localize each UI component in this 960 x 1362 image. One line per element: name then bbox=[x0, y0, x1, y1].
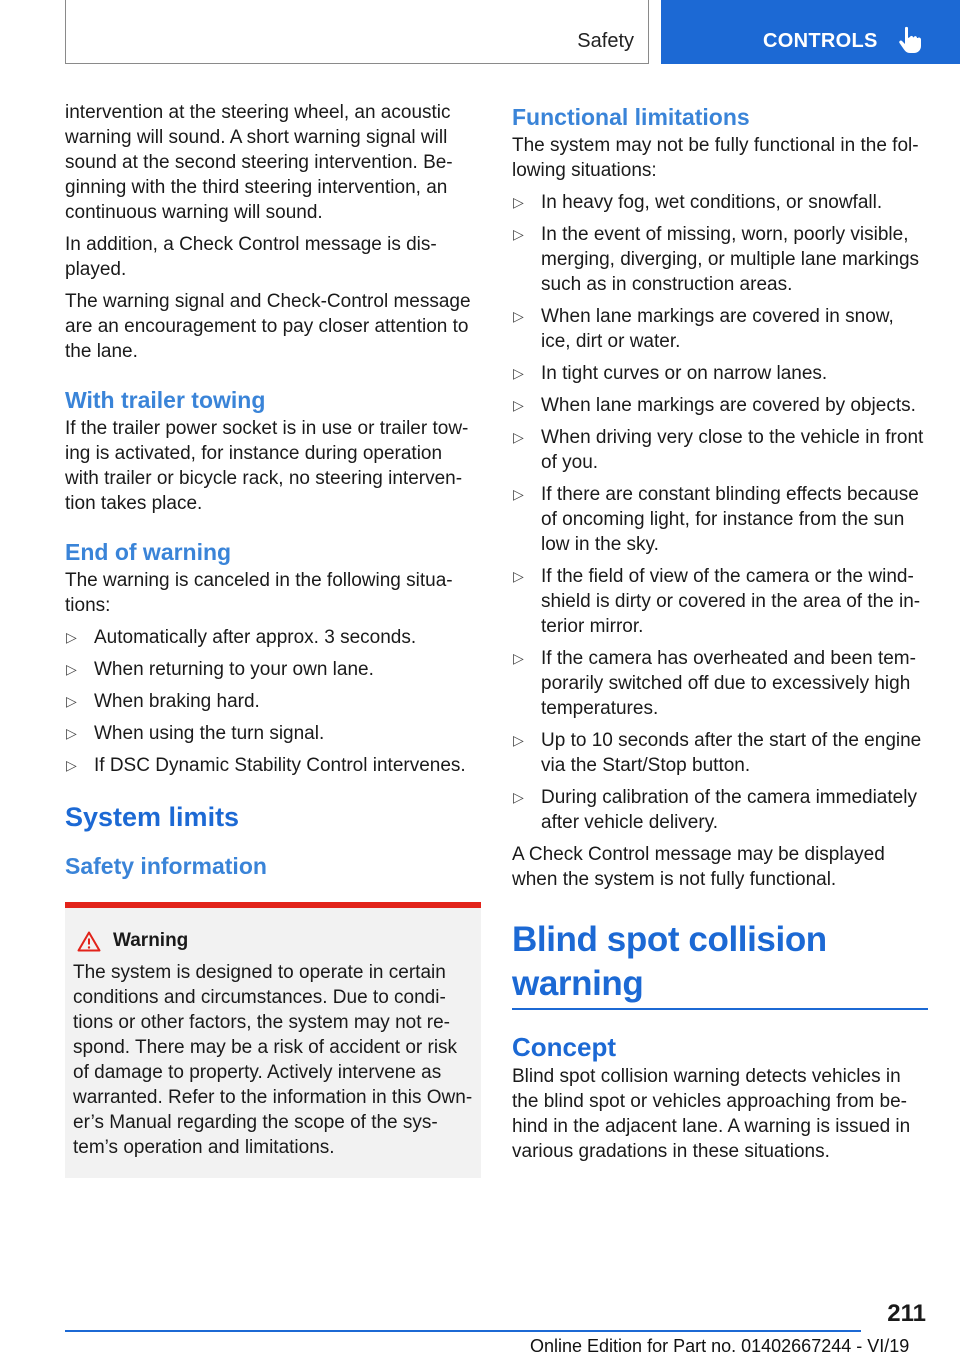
heading-with-trailer-towing: With trailer towing bbox=[65, 387, 266, 413]
list-item: ▷ In the event of missing, worn, poorly visible, merging, diverging, or multiple lane markings such as in construction areas. bbox=[513, 224, 920, 295]
heading-functional-limitations: Functional limitations bbox=[512, 104, 750, 130]
list-item: ▷ If DSC Dynamic Stability Control intervenes. bbox=[66, 755, 466, 776]
paragraph: If the trailer power socket is in use or trailer tow‐ing is activated, for instance during operation with trailer or bicycle rack, no steering interven‐tion takes place. bbox=[65, 418, 469, 514]
triangle-bullet-icon: ▷ bbox=[66, 693, 77, 709]
list-item: ▷ During calibration of the camera immediately after vehicle delivery. bbox=[513, 787, 917, 833]
triangle-bullet-icon: ▷ bbox=[513, 226, 524, 242]
triangle-bullet-icon: ▷ bbox=[513, 789, 524, 805]
footer-divider bbox=[65, 1330, 861, 1332]
header-section-box bbox=[65, 0, 649, 64]
warning-triangle-icon bbox=[77, 931, 101, 952]
list-item: ▷ When braking hard. bbox=[66, 691, 260, 712]
list-item: ▷ When returning to your own lane. bbox=[66, 659, 374, 680]
hand-pointer-icon bbox=[897, 26, 923, 54]
heading-safety-information: Safety information bbox=[65, 853, 267, 879]
warning-box bbox=[65, 902, 481, 1178]
end-of-warning-list bbox=[65, 625, 481, 778]
heading-system-limits: System limits bbox=[65, 802, 240, 832]
triangle-bullet-icon: ▷ bbox=[513, 429, 524, 445]
triangle-bullet-icon: ▷ bbox=[513, 308, 524, 324]
warning-header bbox=[73, 930, 473, 952]
triangle-bullet-icon: ▷ bbox=[513, 732, 524, 748]
functional-limitations-list bbox=[512, 190, 928, 835]
triangle-bullet-icon: ▷ bbox=[513, 365, 524, 381]
right-column bbox=[512, 100, 928, 1171]
list-item: ▷ When using the turn signal. bbox=[66, 723, 325, 744]
triangle-bullet-icon: ▷ bbox=[513, 194, 524, 210]
list-item: ▷ If there are constant blinding effects because of oncoming light, for instance from the sun low in the sky. bbox=[513, 484, 919, 555]
list-item: ▷ When lane markings are covered by objects. bbox=[513, 395, 916, 416]
paragraph: Blind spot collision warning detects vehicles in the blind spot or vehicles approaching from be‐hind in the adjacent lane. A warning is issued in various gradations in these situations. bbox=[512, 1066, 911, 1162]
left-column bbox=[65, 100, 481, 1178]
list-item: ▷ Up to 10 seconds after the start of the engine via the Start/Stop button. bbox=[513, 730, 922, 776]
header-chapter-label: CONTROLS bbox=[763, 30, 878, 52]
triangle-bullet-icon: ▷ bbox=[513, 486, 524, 502]
triangle-bullet-icon: ▷ bbox=[66, 757, 77, 773]
list-item: ▷ When lane markings are covered in snow, ice, dirt or water. bbox=[513, 306, 894, 352]
triangle-bullet-icon: ▷ bbox=[513, 568, 524, 584]
triangle-bullet-icon: ▷ bbox=[66, 725, 77, 741]
triangle-bullet-icon: ▷ bbox=[513, 397, 524, 413]
page-number: 211 bbox=[887, 1300, 926, 1327]
paragraph: intervention at the steering wheel, an acoustic warning will sound. A short warning signal will sound at the second steering intervention. Be‐ginning with the third steering intervention, an continuous warning will sound. bbox=[65, 102, 453, 223]
list-item: ▷ In tight curves or on narrow lanes. bbox=[513, 363, 828, 384]
edition-info: Online Edition for Part no. 01402667244 - VI/19 bbox=[530, 1336, 910, 1356]
paragraph: A Check Control message may be displayed when the system is not fully functional. bbox=[512, 844, 885, 890]
heading-blind-spot-collision-warning: Blind spot collision warning bbox=[512, 918, 928, 1010]
warning-title: Warning bbox=[113, 930, 189, 951]
heading-concept: Concept bbox=[512, 1032, 616, 1062]
header-section-title: Safety bbox=[577, 30, 634, 52]
paragraph: The system may not be fully functional in the fol‐lowing situations: bbox=[512, 135, 919, 181]
triangle-bullet-icon: ▷ bbox=[66, 661, 77, 677]
list-item: ▷ When driving very close to the vehicle in front of you. bbox=[513, 427, 924, 473]
list-item: ▷ If the camera has overheated and been tem‐porarily switched off due to excessively high temperatures. bbox=[513, 648, 916, 719]
triangle-bullet-icon: ▷ bbox=[513, 650, 524, 666]
heading-end-of-warning: End of warning bbox=[65, 539, 232, 565]
triangle-bullet-icon: ▷ bbox=[66, 629, 77, 645]
paragraph: The warning is canceled in the following situa‐tions: bbox=[65, 570, 453, 616]
warning-text: The system is designed to operate in certain conditions and circumstances. Due to condi‐tions or other factors, the system may not re‐spond. There may be a risk of accident or risk of damage to property. Actively intervene as warranted. Refer to the information in this Own‐er’s Manual regarding the scope of the sys‐tem’s operation and limitations. bbox=[73, 962, 473, 1158]
paragraph: The warning signal and Check-Control message are an encouragement to pay closer attention to the lane. bbox=[65, 291, 471, 362]
list-item: ▷ Automatically after approx. 3 seconds. bbox=[66, 627, 417, 648]
list-item: ▷ In heavy fog, wet conditions, or snowfall. bbox=[513, 192, 883, 213]
list-item: ▷ If the field of view of the camera or the wind‐shield is dirty or covered in the area of the in‐terior mirror. bbox=[513, 566, 921, 637]
paragraph: In addition, a Check Control message is dis‐played. bbox=[65, 234, 437, 280]
header-chapter-tab bbox=[661, 0, 960, 64]
